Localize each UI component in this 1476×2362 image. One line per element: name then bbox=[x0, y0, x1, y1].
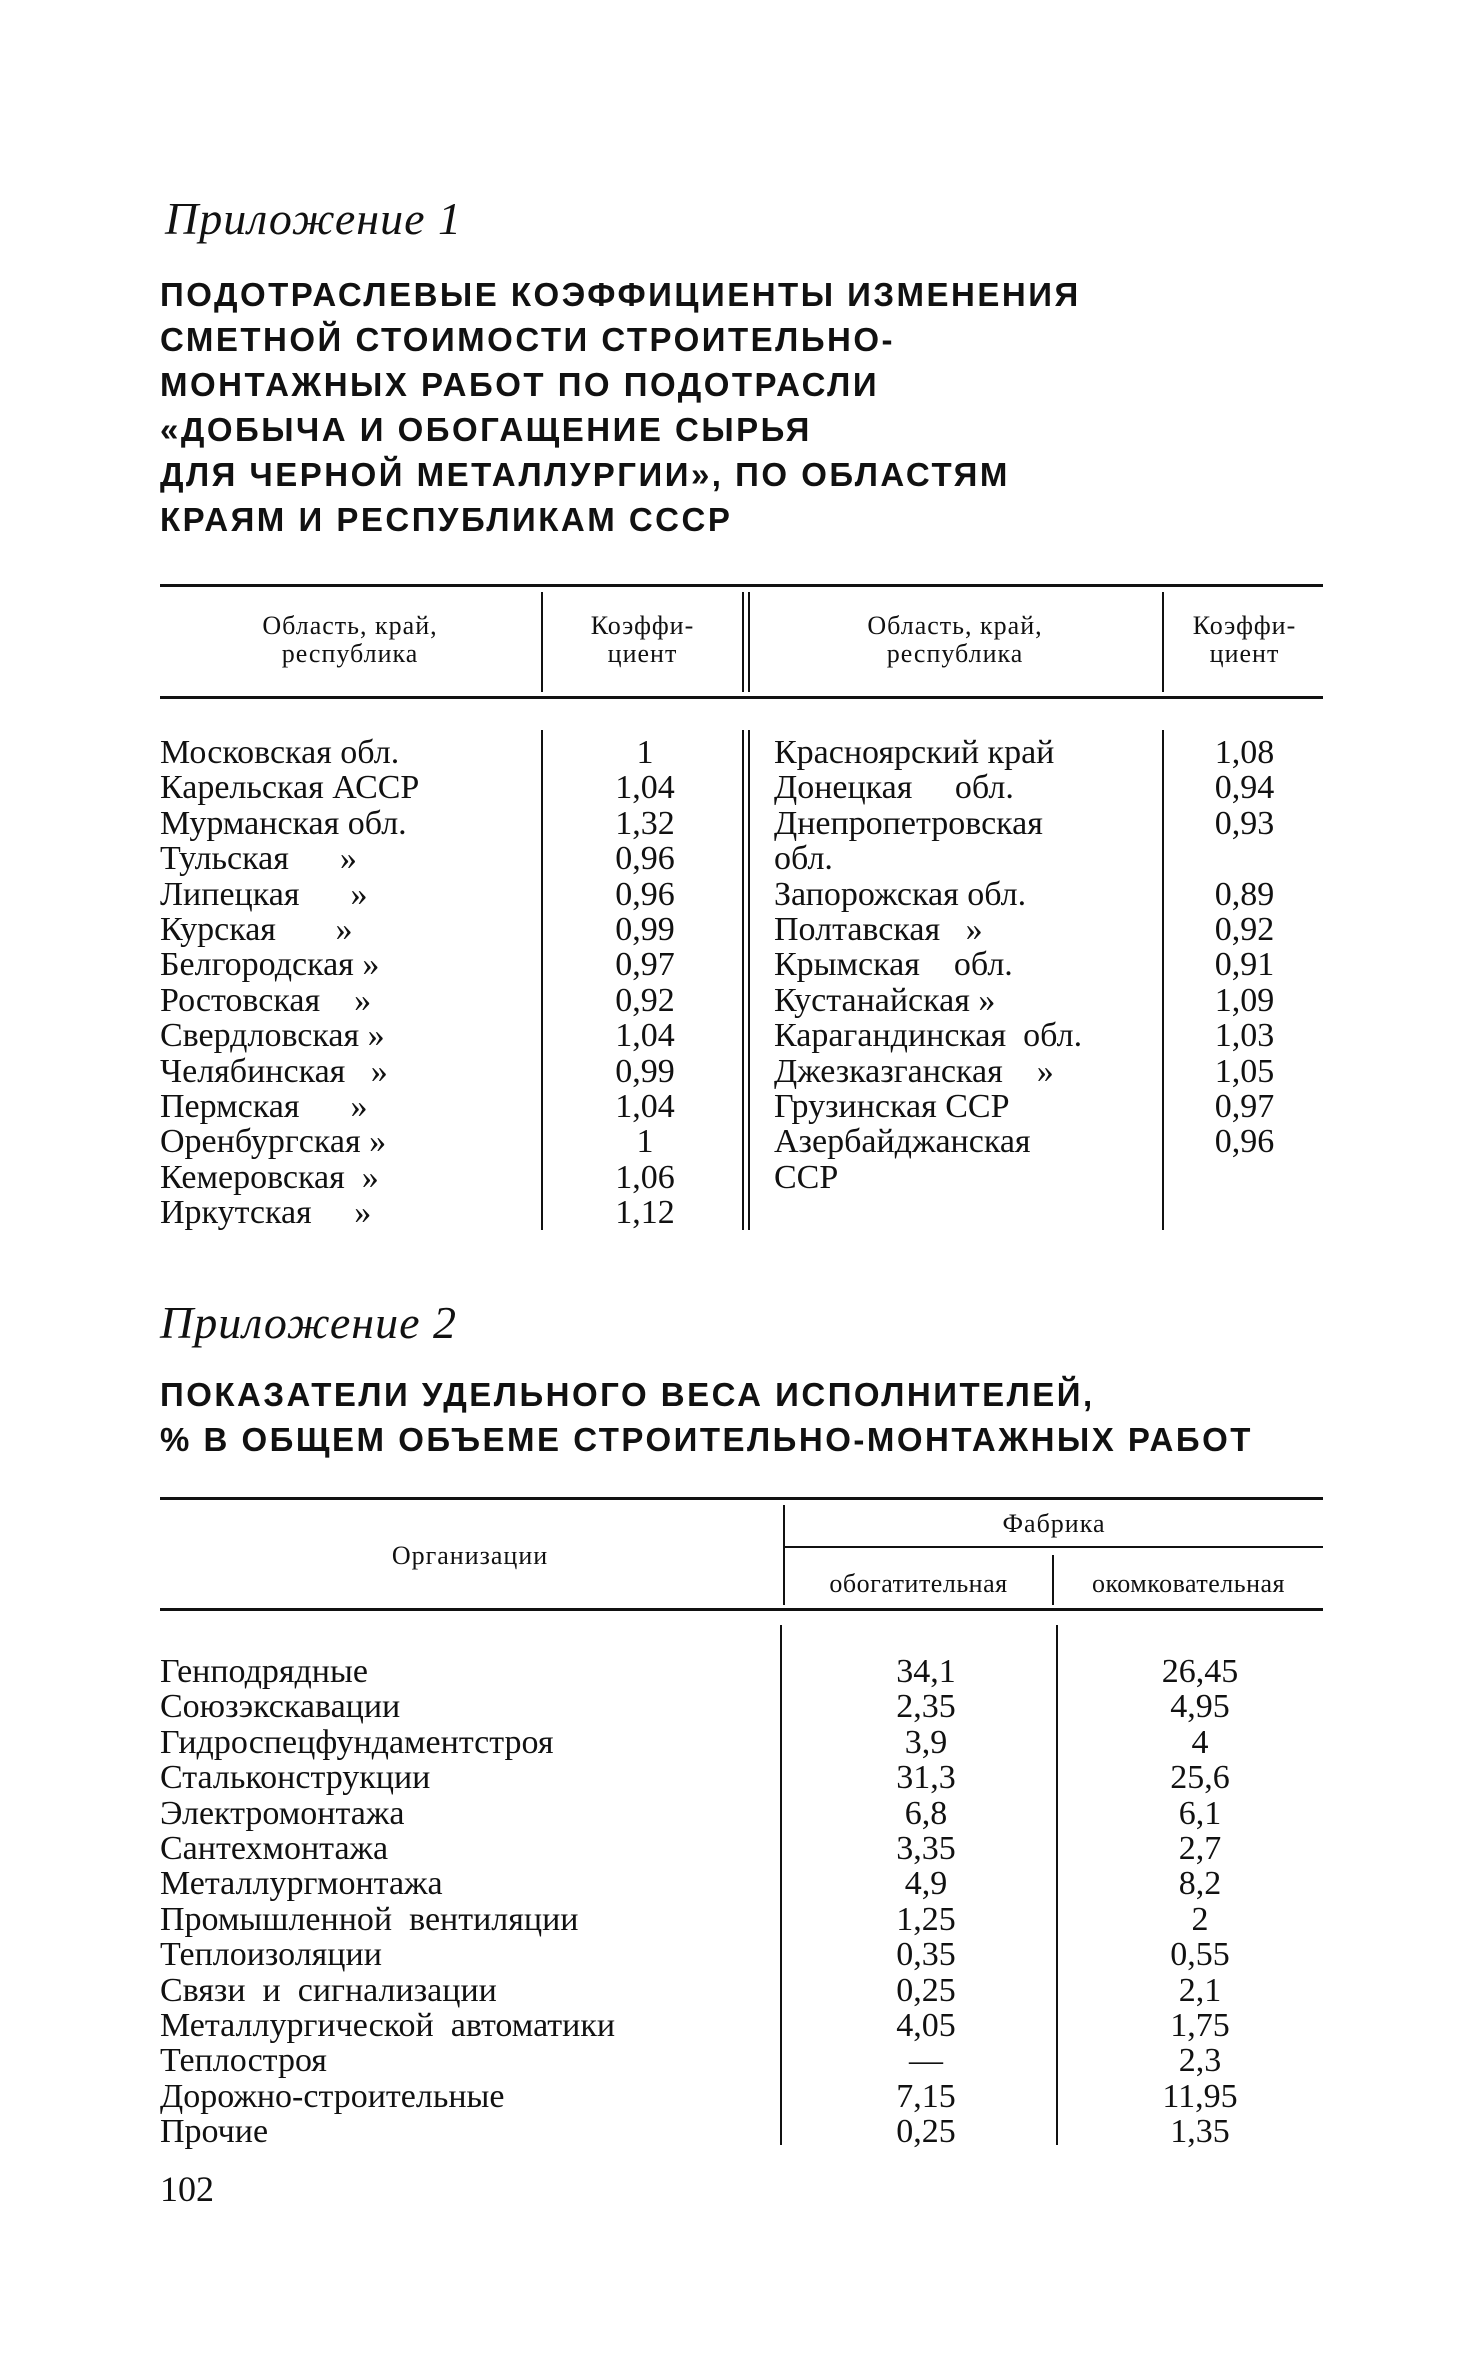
table-top-rule bbox=[160, 1497, 1323, 1500]
table-row: Промышленной вентиляции 1,25 2 bbox=[160, 1900, 1209, 1938]
header-bottom-rule bbox=[160, 696, 1323, 699]
table-row: Московская обл. 1 bbox=[160, 734, 654, 771]
header-region: Область, край, республика bbox=[867, 611, 1043, 668]
table-row: Тульская » 0,96 bbox=[160, 840, 675, 878]
table-row: Сантехмонтажа 3,35 2,7 bbox=[160, 1829, 1222, 1867]
table-row: Металлургической автоматики 4,05 1,75 bbox=[160, 2006, 1230, 2044]
header-coefficient: Коэффи- циент bbox=[590, 611, 695, 668]
appendix2-title bbox=[160, 1372, 1253, 1462]
table-row: Иркутская » 1,12 bbox=[160, 1194, 675, 1232]
table-row: Стальконструкции 31,3 25,6 bbox=[160, 1759, 1230, 1797]
column-divider bbox=[541, 592, 543, 692]
column-divider bbox=[748, 592, 750, 692]
table-row: Запорожская обл. 0,89 bbox=[774, 875, 1275, 913]
table-row: Прочие 0,25 1,35 bbox=[160, 2113, 1230, 2151]
table-row: Кемеровская » 1,06 bbox=[160, 1158, 675, 1196]
header-region: Область, край, республика bbox=[262, 611, 438, 668]
subheader-rule bbox=[785, 1546, 1323, 1548]
title-line: СМЕТНОЙ СТОИМОСТИ СТРОИТЕЛЬНО- bbox=[160, 321, 896, 358]
column-divider bbox=[742, 592, 744, 692]
table-row: Пермская » 1,04 bbox=[160, 1087, 675, 1125]
header-coefficient: Коэффи- циент bbox=[1192, 611, 1297, 668]
title-line: МОНТАЖНЫХ РАБОТ ПО ПОДОТРАСЛИ bbox=[160, 366, 880, 403]
title-line: КРАЯМ И РЕСПУБЛИКАМ СССР bbox=[160, 501, 733, 538]
table-row: Белгородская » 0,97 bbox=[160, 946, 675, 984]
table-row: Карельская АССР 1,04 bbox=[160, 769, 675, 807]
table-row: обл. bbox=[774, 840, 833, 878]
table-row: Днепропетровская 0,93 bbox=[774, 804, 1275, 842]
table-row: Липецкая » 0,96 bbox=[160, 875, 675, 913]
table-row: Свердловская » 1,04 bbox=[160, 1017, 675, 1055]
header-bottom-rule bbox=[160, 1608, 1323, 1611]
table-row: Гидроспецфундаментстроя 3,9 4 bbox=[160, 1723, 1209, 1761]
table-row: Карагандинская обл. 1,03 bbox=[774, 1017, 1275, 1055]
table-row: Мурманская обл. 1,32 bbox=[160, 804, 675, 842]
right-column-body bbox=[774, 735, 1324, 1195]
table-row: Грузинская ССР 0,97 bbox=[774, 1087, 1275, 1125]
table-row: Ростовская » 0,92 bbox=[160, 981, 675, 1019]
table-row: Донецкая обл. 0,94 bbox=[774, 769, 1275, 807]
table-row: Теплостроя — 2,3 bbox=[160, 2042, 1222, 2080]
table-row: Крымская обл. 0,91 bbox=[774, 946, 1275, 984]
table-row: Союзэкскавации 2,35 4,95 bbox=[160, 1688, 1230, 1726]
header-beneficiation: обогатительная bbox=[829, 1569, 1008, 1598]
table-row: Связи и сигнализации 0,25 2,1 bbox=[160, 1971, 1222, 2009]
title-line: ПОКАЗАТЕЛИ УДЕЛЬНОГО ВЕСА ИСПОЛНИТЕЛЕЙ, bbox=[160, 1376, 1095, 1413]
table-row: Кустанайская » 1,09 bbox=[774, 981, 1275, 1019]
table-row: Металлургмонтажа 4,9 8,2 bbox=[160, 1865, 1222, 1903]
appendix2-heading: Приложение 2 bbox=[160, 1297, 458, 1348]
left-column-body bbox=[160, 735, 740, 1230]
table-row: Дорожно-строительные 7,15 11,95 bbox=[160, 2077, 1238, 2115]
column-divider bbox=[1162, 592, 1164, 692]
table-row: Курская » 0,99 bbox=[160, 910, 675, 948]
title-line: ПОДОТРАСЛЕВЫЕ КОЭФФИЦИЕНТЫ ИЗМЕНЕНИЯ bbox=[160, 276, 1081, 313]
column-divider bbox=[748, 730, 750, 1230]
title-line: % В ОБЩЕМ ОБЪЕМЕ СТРОИТЕЛЬНО-МОНТАЖНЫХ РАБОТ bbox=[160, 1421, 1253, 1458]
table-row: Полтавская » 0,92 bbox=[774, 910, 1275, 948]
header-organizations: Организации bbox=[391, 1541, 549, 1570]
table-top-rule bbox=[160, 584, 1323, 587]
appendix1-title bbox=[160, 272, 1081, 542]
page-number: 102 bbox=[160, 2169, 214, 2209]
title-line: «ДОБЫЧА И ОБОГАЩЕНИЕ СЫРЬЯ bbox=[160, 411, 812, 448]
table-row: Азербайджанская 0,96 bbox=[774, 1123, 1275, 1161]
header-pelletizing: окомковательная bbox=[1091, 1569, 1286, 1598]
table-row: Джезказганская » 1,05 bbox=[774, 1052, 1275, 1090]
table-row: Оренбургская » 1 bbox=[160, 1123, 654, 1161]
table-body bbox=[160, 1654, 1323, 2149]
table-row: Челябинская » 0,99 bbox=[160, 1052, 675, 1090]
table-row: Теплоизоляции 0,35 0,55 bbox=[160, 1936, 1230, 1974]
title-line: ДЛЯ ЧЕРНОЙ МЕТАЛЛУРГИИ», ПО ОБЛАСТЯМ bbox=[160, 456, 1010, 493]
table-row: Красноярский край 1,08 bbox=[774, 734, 1275, 771]
header-factory: Фабрика bbox=[1002, 1509, 1106, 1538]
appendix1-heading: Приложение 1 bbox=[165, 193, 463, 244]
table-row: Электромонтажа 6,8 6,1 bbox=[160, 1794, 1222, 1832]
table-row: ССР bbox=[774, 1158, 839, 1196]
table-row: Генподрядные 34,1 26,45 bbox=[160, 1653, 1239, 1690]
